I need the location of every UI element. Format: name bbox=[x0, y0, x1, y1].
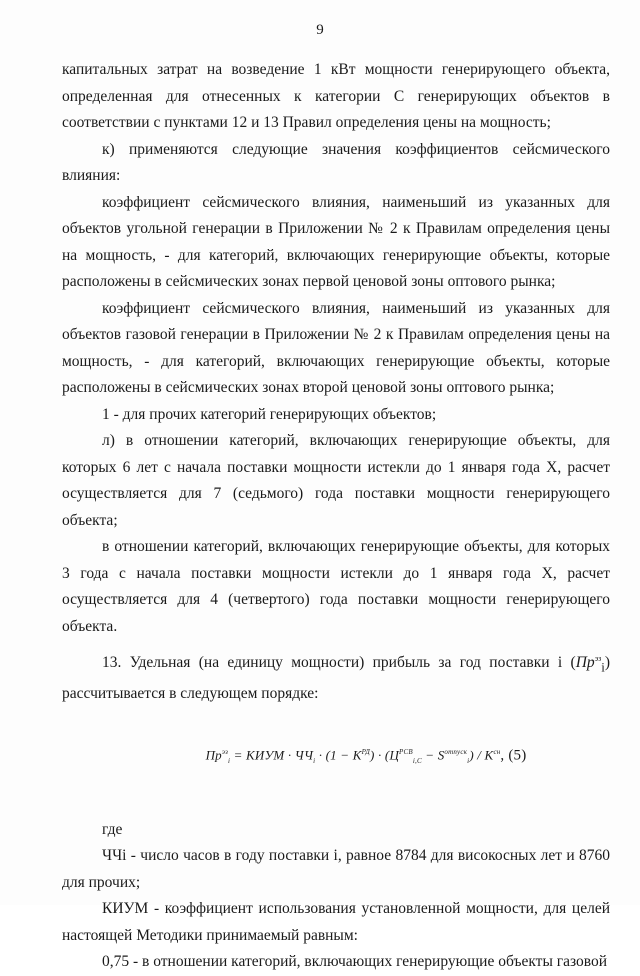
where-label: где bbox=[102, 820, 123, 838]
paragraph-13: 13. Удельная (на единицу мощности) прибыль за год поставки i $(Пр^{эз}_i)$ рассчитывается в следующем порядке: bbox=[62, 654, 610, 702]
paragraph: КИУМ - коэффициент использования установленной мощности, для целей настоящей Методики принимаемый равным: bbox=[62, 900, 610, 944]
paragraph: коэффициент сейсмического влияния, наименьший из указанных для объектов угольной генерации в Приложении № 2 к Правилам определения цены на мощность, - для категорий, включающих генерирующие объекты, которые расположены в сейсмических зонах первой ценовой зоны оптового рынка; bbox=[62, 193, 610, 290]
paragraph: л) в отношении категорий, включающих генерирующие объекты, для которых 6 лет с начала поставки мощности истекли до 1 января года X, расчет осуществляется для 7 (седьмого) года поставки мощности генерирующего объекта; bbox=[62, 432, 610, 529]
paragraph: ЧЧi - число часов в году поставки i, равное 8784 для високосных лет и 8760 для прочих; bbox=[62, 847, 610, 891]
body-text bbox=[62, 57, 610, 976]
page-number: 9 bbox=[316, 22, 324, 38]
paragraph: капитальных затрат на возведение 1 кВт мощности генерирующего объекта, определенная для отнесенных к категории С генерирующих объектов в соответствии с пунктами 12 и 13 Правил определения цены на мощность; bbox=[62, 61, 610, 131]
formula-number: , (5) bbox=[500, 747, 527, 764]
formula-5: $Пр^{эз}_i$ = КИУМ · $ЧЧ_i \cdot (1 - K^{РД}) \cdot (Ц^{РСВ}_{i,C} - S^{отпуск}_i) / K^{сн}$, (5) bbox=[205, 747, 527, 766]
paragraph: 1 - для прочих категорий генерирующих объектов; bbox=[102, 405, 437, 423]
paragraph: в отношении категорий, включающих генерирующие объекты, для которых 3 года с начала поставки мощности истекли до 1 января года X, расчет осуществляется для 4 (четвертого) года поставки мощности генерирующего объекта. bbox=[62, 538, 610, 635]
paragraph: 0,75 - в отношении категорий, включающих генерирующие объекты газовой bbox=[102, 953, 608, 971]
paragraph: к) применяются следующие значения коэффициентов сейсмического влияния: bbox=[62, 140, 610, 184]
paragraph: коэффициент сейсмического влияния, наименьший из указанных для объектов газовой генерации в Приложении № 2 к Правилам определения цены на мощность, - для категорий, включающих генерирующие объекты, которые расположены в сейсмических зонах второй ценовой зоны оптового рынка; bbox=[62, 299, 610, 396]
